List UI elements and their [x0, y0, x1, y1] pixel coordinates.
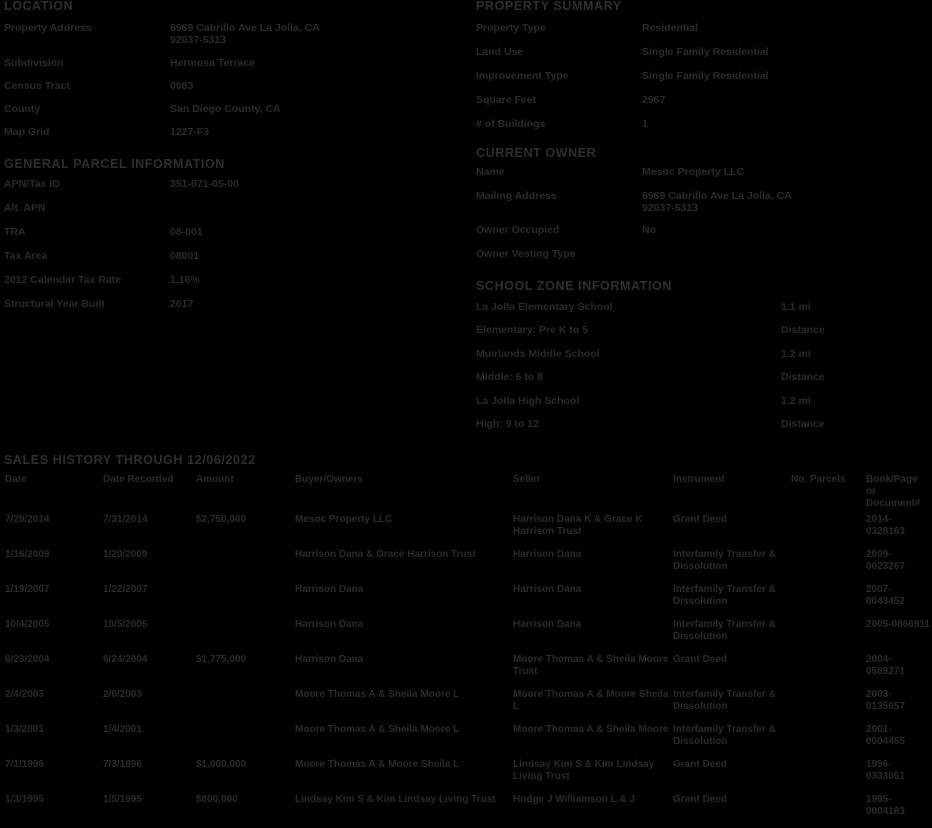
table-cell: 2004-0589271	[866, 654, 905, 677]
table-cell: Harrison Dana K & Grace K Harrison Trust	[513, 514, 643, 537]
table-cell: $800,000	[196, 794, 238, 805]
column-header: Date	[5, 474, 27, 485]
table-cell	[194, 617, 293, 652]
table-cell	[194, 722, 293, 757]
table-cell	[789, 582, 864, 617]
field-label: Square Feet	[476, 94, 537, 106]
table-cell: Harrison Dana	[513, 584, 582, 595]
field-value: 6969 Cabrillo Ave La Jolla, CA 92037-5313	[642, 190, 792, 214]
table-cell: 2003-0135657	[866, 689, 905, 712]
table-cell: 6/24/2004	[103, 654, 148, 665]
column-header: Instrument	[673, 474, 725, 485]
location-row	[4, 103, 444, 119]
table-cell: Grant Deed	[673, 794, 727, 805]
table-cell: 2/6/2003	[103, 689, 142, 700]
field-value: San Diego County, CA	[170, 103, 281, 115]
field-label: APN/Tax ID	[4, 178, 60, 190]
field-value: Residential	[642, 22, 699, 34]
table-row	[3, 512, 932, 547]
table-row	[3, 547, 932, 582]
field-value: 1.1 mi	[781, 301, 811, 313]
field-label: La Jolla High School	[476, 394, 580, 407]
current-owner-title: CURRENT OWNER	[476, 146, 597, 160]
table-cell: Grant Deed	[673, 514, 727, 525]
field-label: Improvement Type	[476, 70, 569, 82]
table-cell: 7/1/1996	[5, 759, 44, 770]
field-value: 1227-F3	[170, 126, 210, 138]
table-cell	[194, 547, 293, 582]
field-value: 0083	[170, 80, 194, 92]
table-cell: Interfamily Transfer & Dissolution	[673, 689, 776, 712]
field-value: Single Family Residential	[642, 46, 769, 58]
table-cell: $1,775,000	[196, 654, 247, 665]
table-cell	[789, 617, 864, 652]
table-row	[3, 757, 932, 792]
table-cell: Hodge J Williamson L & J	[513, 794, 635, 805]
table-cell: 1995-0004183	[866, 794, 905, 817]
table-cell: 2014-0328163	[866, 514, 905, 537]
table-cell: 1/19/2007	[5, 584, 50, 595]
table-cell: Harrison Dana	[513, 549, 582, 560]
school-zone-row	[476, 301, 916, 317]
table-cell: Grant Deed	[673, 654, 727, 665]
table-cell: Harrison Dana	[295, 584, 364, 595]
table-cell: 2007-0043452	[866, 584, 905, 607]
field-label: Owner Occupied	[476, 224, 560, 236]
field-label: Mailing Address	[476, 190, 557, 202]
field-label: Subdivision	[4, 57, 64, 69]
general-parcel-title: GENERAL PARCEL INFORMATION	[4, 157, 225, 171]
location-row	[4, 126, 444, 142]
location-title: LOCATION	[4, 0, 74, 13]
table-cell: 1/16/2009	[5, 549, 50, 560]
sales-history-title: SALES HISTORY THROUGH 12/06/2022	[4, 453, 256, 467]
general-parcel-row	[4, 178, 444, 194]
column-header: Buyer/Owners	[295, 474, 363, 485]
table-cell: Harrison Dana	[295, 654, 364, 665]
field-value: 351-071-05-00	[170, 178, 239, 190]
field-value: Single Family Residential	[642, 70, 769, 82]
sales-history-table	[3, 470, 932, 827]
current-owner-row	[476, 248, 916, 264]
table-cell: $1,000,000	[196, 759, 247, 770]
table-cell: 1/4/2001	[103, 724, 142, 735]
table-cell	[789, 757, 864, 792]
column-header: Date Recorded	[103, 474, 174, 485]
general-parcel-row	[4, 298, 444, 314]
column-header: Amount	[196, 474, 234, 485]
table-cell: 10/5/2005	[103, 619, 148, 630]
table-cell: Moore Thomas A & Moore Sheila L	[513, 689, 669, 712]
field-label: Census Tract	[4, 80, 70, 92]
table-cell	[194, 687, 293, 722]
location-row	[4, 80, 444, 96]
school-zone-row	[476, 371, 916, 387]
property-summary-row	[476, 46, 916, 62]
table-cell: Moore Thomas A & Sheila Moore	[513, 724, 669, 735]
table-cell: 2/4/2003	[5, 689, 44, 700]
field-label: Muirlands Middle School	[476, 347, 600, 360]
location-row	[4, 57, 444, 73]
column-header: Seller	[513, 474, 541, 485]
field-label: Land Use	[476, 46, 524, 58]
table-cell: 1996-0333051	[866, 759, 905, 782]
table-cell: 10/4/2005	[5, 619, 50, 630]
general-parcel-row	[4, 202, 444, 218]
table-cell: 7/31/2014	[103, 514, 148, 525]
table-cell: 7/29/2014	[5, 514, 50, 525]
table-cell: Harrison Dana	[513, 619, 582, 630]
table-cell: 1/3/2001	[5, 724, 44, 735]
general-parcel-row	[4, 250, 444, 266]
table-cell	[789, 547, 864, 582]
field-value: Distance	[781, 371, 825, 384]
field-label: La Jolla Elementary School	[476, 301, 613, 313]
table-row	[3, 722, 932, 757]
table-cell: 2009-0023267	[866, 549, 905, 572]
field-label: High: 9 to 12	[476, 418, 540, 430]
table-cell: Lindsay Kim S & Kim Lindsay Living Trust	[513, 759, 655, 782]
field-label: Tax Area	[4, 250, 48, 262]
field-value: 1.2 mi	[781, 347, 811, 360]
table-cell: Moore Thomas A & Sheila Moore L	[295, 724, 460, 735]
table-cell: Interfamily Transfer & Dissolution	[673, 619, 776, 642]
general-parcel-row	[4, 226, 444, 242]
table-cell: Harrison Dana	[295, 619, 364, 630]
field-label: Middle: 6 to 8	[476, 371, 544, 384]
field-value: 1	[642, 118, 648, 130]
sales-header-row	[3, 470, 932, 512]
field-value: 2017	[170, 298, 194, 310]
table-cell: Interfamily Transfer & Dissolution	[673, 549, 776, 572]
field-value: Mesoc Property LLC	[642, 166, 745, 178]
table-cell	[789, 792, 864, 827]
property-summary-row	[476, 70, 916, 86]
table-cell: Moore Thomas A & Moore Sheila L	[295, 759, 460, 770]
field-label: Elementary: Pre K to 5	[476, 324, 589, 337]
table-cell	[194, 582, 293, 617]
current-owner-row	[476, 190, 916, 214]
field-value: 2967	[642, 94, 666, 106]
school-zone-row	[476, 324, 916, 340]
table-cell: 1/20/2009	[103, 549, 148, 560]
field-label: 2012 Calendar Tax Rate	[4, 274, 122, 286]
table-cell: 6/23/2004	[5, 654, 50, 665]
current-owner-row	[476, 166, 916, 182]
table-cell: 7/3/1996	[103, 759, 142, 770]
table-cell: Harrison Dana & Grace Harrison Trust	[295, 549, 476, 560]
column-header: Book/Page or Document#	[866, 474, 921, 509]
table-cell: 2001-0004455	[866, 724, 905, 747]
table-row	[3, 687, 932, 722]
table-cell: 1/22/2007	[103, 584, 148, 595]
table-row	[3, 792, 932, 827]
field-label: Name	[476, 166, 505, 178]
field-label: County	[4, 103, 41, 115]
location-row	[4, 22, 444, 46]
property-summary-row	[476, 94, 916, 110]
field-value: 08-001	[170, 226, 203, 238]
school-zone-row	[476, 418, 916, 434]
school-zone-title: SCHOOL ZONE INFORMATION	[476, 279, 672, 293]
table-row	[3, 617, 932, 652]
field-value: 1.16%	[170, 274, 200, 286]
field-value: 08001	[170, 250, 200, 262]
field-label: TRA	[4, 226, 26, 238]
field-value: 6969 Cabrillo Ave La Jolla, CA 92037-5313	[170, 22, 320, 46]
field-label: Property Type	[476, 22, 546, 34]
table-cell: Lindsay Kim S & Kim Lindsay Living Trust	[295, 794, 496, 805]
field-label: Property Address	[4, 22, 92, 34]
table-cell	[789, 687, 864, 722]
field-label: Map Grid	[4, 126, 50, 138]
table-row	[3, 652, 932, 687]
field-value: Distance	[781, 418, 825, 430]
school-zone-row	[476, 348, 916, 364]
table-cell: Moore Thomas A & Sheila Moore Trust	[513, 654, 669, 677]
table-cell: 2005-0866911	[866, 619, 930, 630]
field-value: 1.2 mi	[781, 394, 811, 407]
table-cell	[789, 722, 864, 757]
table-cell	[789, 512, 864, 547]
field-label: Structural Year Built	[4, 298, 105, 310]
field-value: Distance	[781, 324, 825, 337]
general-parcel-row	[4, 274, 444, 290]
table-cell: $2,750,000	[196, 514, 247, 525]
property-summary-row	[476, 22, 916, 38]
field-label: Owner Vesting Type	[476, 248, 576, 260]
table-cell: Mesoc Property LLC	[295, 514, 393, 525]
table-row	[3, 582, 932, 617]
table-cell: 1/5/1995	[103, 794, 142, 805]
school-zone-row	[476, 395, 916, 411]
property-summary-row	[476, 118, 916, 134]
table-cell: 1/3/1995	[5, 794, 44, 805]
field-label: Alt. APN	[4, 202, 46, 214]
current-owner-row	[476, 224, 916, 240]
table-cell: Interfamily Transfer & Dissolution	[673, 584, 776, 607]
table-cell: Moore Thomas A & Sheila Moore L	[295, 689, 460, 700]
field-value: No	[642, 224, 656, 236]
table-cell	[789, 652, 864, 687]
table-cell: Grant Deed	[673, 759, 727, 770]
field-value: Hermosa Terrace	[170, 57, 256, 69]
column-header: No. Parcels	[791, 474, 846, 485]
field-label: # of Buildings	[476, 118, 546, 130]
table-cell: Interfamily Transfer & Dissolution	[673, 724, 776, 747]
property-summary-title: PROPERTY SUMMARY	[476, 0, 622, 13]
